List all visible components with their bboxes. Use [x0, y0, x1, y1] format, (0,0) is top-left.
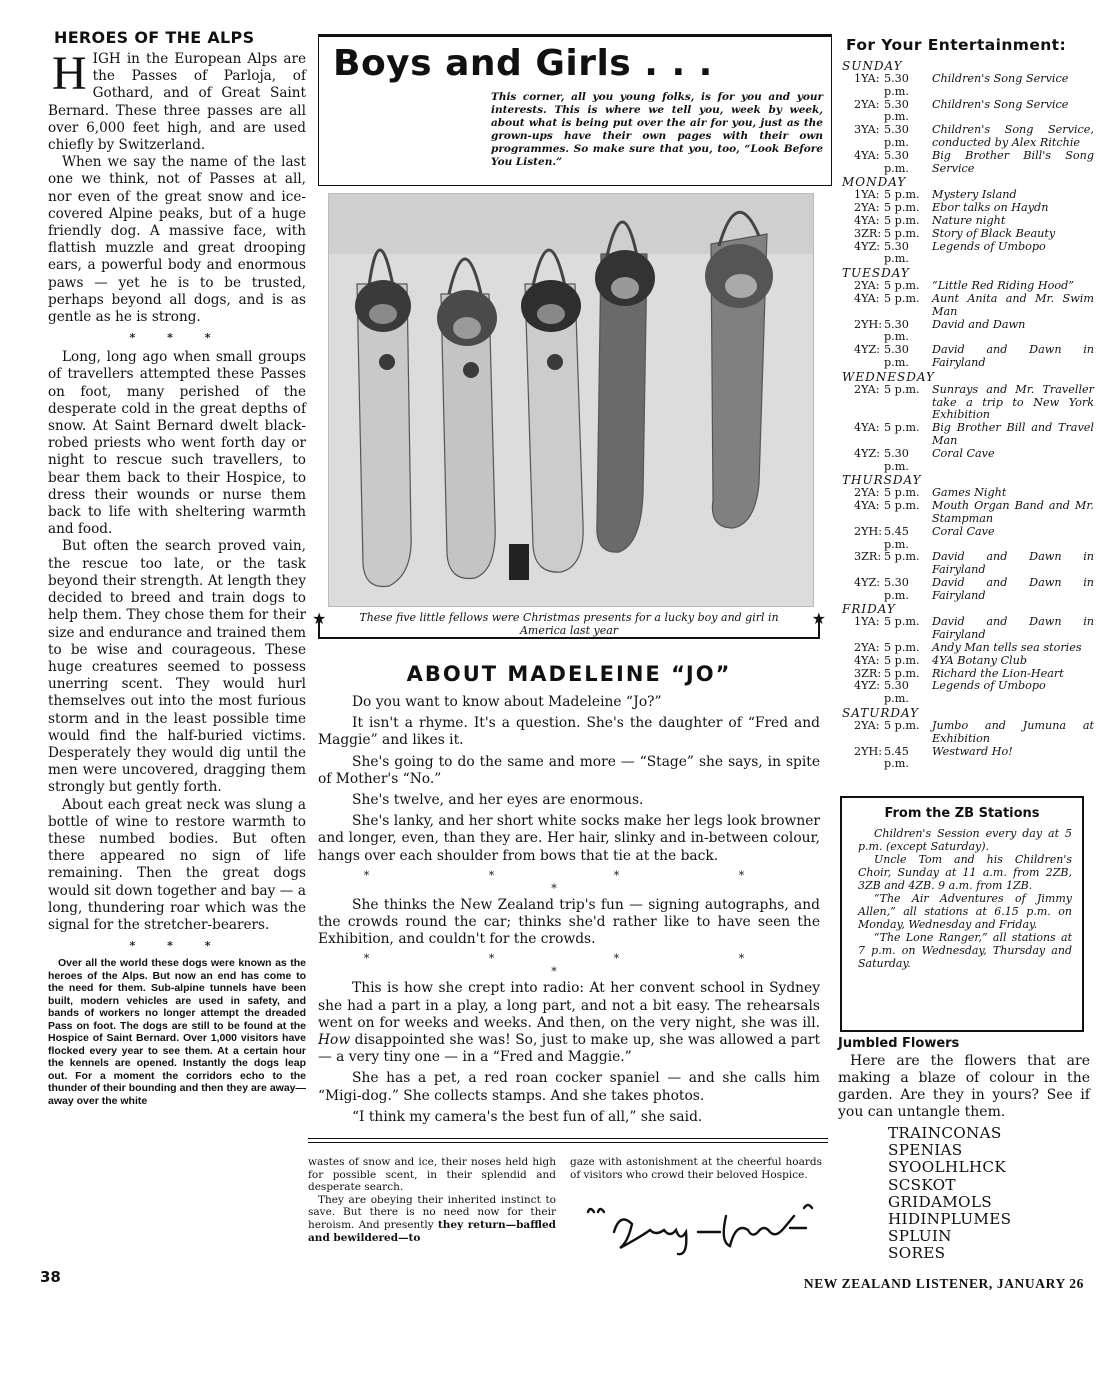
- station-code: 1YA:: [854, 72, 880, 85]
- programme-name: Andy Man tells sea stories: [932, 641, 1082, 655]
- programme-time: 5 p.m.: [884, 213, 920, 227]
- programme-row: [854, 746, 1094, 772]
- heroes-continued-col2: [570, 1156, 822, 1181]
- radio-text-how: How: [318, 1032, 351, 1049]
- station-code: 3ZR:: [854, 550, 882, 564]
- section-stars: * * *: [129, 331, 225, 345]
- programme-name: Coral Cave: [932, 446, 995, 460]
- star-icon: ★: [312, 609, 327, 628]
- section-stars-4: * * * * *: [363, 952, 803, 979]
- jumbled-word: GRIDAMOLS: [888, 1192, 992, 1211]
- programme-name: Story of Black Beauty: [932, 226, 1056, 240]
- jumbled-flowers: [838, 1034, 1090, 1263]
- section-stars-2: * * *: [129, 939, 225, 953]
- programme-time: 5 p.m.: [884, 499, 920, 513]
- programme-name: “Little Red Riding Hood”: [932, 279, 1075, 293]
- dropcap: H: [52, 47, 87, 100]
- signature-illustration: [580, 1202, 820, 1262]
- station-code: 2YA:: [854, 382, 880, 396]
- heroes-p2: When we say the name of the last one we think, not of Passes at all, nor even of the great snow and ice-covered Alpine peaks, but of a huge friendly dog. A massive face, with flattish muzzle and great drooping ears, a powerful body and enormous paws — yet he is to be trusted, perhaps beyond all dogs, and is as gentle as he is strong.: [48, 154, 306, 326]
- programme-time: 5.30 p.m.: [884, 317, 909, 344]
- programme-time: 5 p.m.: [884, 719, 920, 733]
- programme-name: Coral Cave: [932, 524, 995, 538]
- day-heading: THURSDAY: [842, 473, 922, 488]
- programme-time: 5 p.m.: [884, 641, 920, 655]
- programme-row: [854, 680, 1094, 706]
- madeleine-p-trip: She thinks the New Zealand trip's fun — signing autographs, and the crowds round the car; thinks she'd rather like to have seen the Exhibition, and couldn't for the crowds.: [318, 896, 820, 948]
- station-code: 2YH:: [854, 317, 883, 331]
- programme-name: Legends of Umbopo: [932, 239, 1046, 253]
- programme-row: [854, 642, 1094, 655]
- programme-name: David and Dawn in Fairyland: [932, 550, 1094, 577]
- station-code: 4YZ:: [854, 343, 881, 357]
- station-code: 2YA:: [854, 201, 880, 215]
- programme-name: David and Dawn in Fairyland: [932, 343, 1094, 369]
- entertainment-title: For Your Entertainment:: [846, 36, 1067, 54]
- star-icon: ★: [811, 609, 826, 628]
- jumbled-word: SPENIAS: [888, 1141, 963, 1160]
- puppies-in-stockings-photo: [328, 193, 814, 607]
- programme-time: 5 p.m.: [884, 486, 920, 500]
- programme-name: Legends of Umbopo: [932, 679, 1046, 693]
- madeleine-p1: Do you want to know about Madeleine “Jo?”: [352, 694, 662, 710]
- station-code: 1YA:: [854, 188, 880, 202]
- programme-row: [854, 448, 1094, 474]
- publication-line: NEW ZEALAND LISTENER, JANUARY 26: [803, 1276, 1084, 1291]
- station-code: 2YA:: [854, 486, 880, 500]
- heroes-p6: Over all the world these dogs were known as the heroes of the Alps. But now an end has come to the need for them. Sub-alpine tunnels have been built, modern vehicles are used in safety, and bands of workers no longer attempt the dreaded Pass on foot. The dogs are still to be found at the Hospice of Saint Bernard. Over 1,000 visitors have flocked every year to see them. At a certain hour the kennels are opened. Instantly the dogs leap out. For a moment the corridors echo to the thunder of their bounding and then they are away—away over the white: [48, 957, 306, 1107]
- station-code: 4YA:: [854, 499, 880, 513]
- jumbled-word: TRAINCONAS: [888, 1124, 1002, 1142]
- heroes-c2b-bold: they return—baffled and bewildered—to: [308, 1218, 556, 1244]
- station-code: 4YZ:: [854, 679, 881, 693]
- zb-p1: Children's Session every day at 5 p.m. (except Saturday).: [858, 827, 1072, 853]
- station-code: 4YA:: [854, 148, 880, 162]
- page-number: 38: [40, 1268, 61, 1286]
- programme-time: 5 p.m.: [884, 188, 920, 202]
- zb-p3: “The Air Adventures of Jimmy Allen,” all stations at 6.15 p.m. on Monday, Wednesday and Friday.: [858, 892, 1072, 931]
- photo-caption: These five little fellows were Christmas presents for a lucky boy and girl in America last year: [359, 611, 779, 637]
- day-heading: SUNDAY: [842, 59, 903, 73]
- jumbled-word: SPLUIN: [888, 1227, 952, 1246]
- jumbled-word-list: [888, 1125, 1090, 1263]
- programme-time: 5 p.m.: [884, 421, 920, 435]
- station-code: 3YA:: [854, 123, 880, 137]
- programme-time: 5.30 p.m.: [884, 575, 909, 602]
- madeleine-p-pet: She has a pet, a red roan cocker spaniel — and she calls him “Migi-dog.” She collects stamps. And she takes photos.: [318, 1070, 820, 1104]
- station-code: 2YA:: [854, 97, 880, 111]
- bottom-divider: [308, 1138, 828, 1143]
- day-heading: WEDNESDAY: [842, 369, 935, 384]
- programme-row: [854, 422, 1094, 448]
- heroes-p4: But often the search proved vain, the rescue too late, or the task beyond their strength. At length they decided to breed and train dogs to help them. They chose them for their size and endurance and trained them to be wise and courageous. These huge creatures seemed to possess unerring scent. They would hurl themselves out into the most furious storm and in the least possible time would find the half-buried victims. Desperately they would dig until the men were uncovered, dragging them strongly but gently forth.: [48, 538, 306, 796]
- programme-row: [854, 215, 1094, 228]
- madeleine-p-quote: “I think my camera's the best fun of all,” she said.: [352, 1108, 703, 1125]
- station-code: 4YA:: [854, 291, 880, 305]
- madeleine-p3: She's going to do the same and more — “Stage” she says, in spite of Mother's “No.”: [318, 753, 820, 787]
- programme-row: [854, 616, 1094, 642]
- jumbled-word: SYOOLHLHCK: [888, 1158, 1006, 1177]
- programme-time: 5.30 p.m.: [884, 97, 909, 124]
- programme-time: 5 p.m.: [884, 666, 920, 680]
- programme-name: David and Dawn in Fairyland: [932, 615, 1094, 642]
- programme-name: Games Night: [932, 486, 1007, 500]
- jumbled-word: HIDINPLUMES: [888, 1210, 1012, 1229]
- station-code: 4YZ:: [854, 239, 881, 253]
- entertainment-listings: [840, 36, 1094, 771]
- day-heading: SATURDAY: [842, 706, 920, 721]
- boys-girls-section: [312, 34, 832, 186]
- programme-row: [854, 344, 1094, 370]
- jumbled-title: Jumbled Flowers: [838, 1036, 960, 1051]
- programme-row: [854, 655, 1094, 668]
- programme-name: Big Brother Bill and Travel Man: [932, 421, 1094, 447]
- station-code: 2YA:: [854, 641, 880, 655]
- programme-row: [854, 319, 1094, 345]
- programme-time: 5 p.m.: [884, 201, 920, 215]
- programme-time: 5 p.m.: [884, 382, 920, 396]
- programme-time: 5.45 p.m.: [884, 524, 909, 551]
- jumbled-text: Here are the flowers that are making a blaze of colour in the garden. Are they in yours? See if you can untangle them.: [838, 1053, 1090, 1120]
- heroes-title: HEROES OF THE ALPS: [54, 28, 255, 47]
- programme-name: Aunt Anita and Mr. Swim Man: [932, 291, 1094, 318]
- madeleine-article: [318, 662, 820, 1130]
- programme-time: 5.30 p.m.: [884, 72, 909, 98]
- programme-time: 5 p.m.: [884, 550, 920, 564]
- heroes-p3: Long, long ago when small groups of travellers attempted these Passes on foot, many perished of the desperate cold in the great depths of snow. At Saint Bernard dwelt black-robed priests who went forth day or night to rescue such travellers, to bear them back to their Hospice, to dress their wounds or nurse them back to life with sheltering warmth and food.: [48, 349, 306, 538]
- programme-name: 4YA Botany Club: [932, 653, 1027, 667]
- programme-row: [854, 73, 1094, 99]
- puppies-illustration: [329, 194, 813, 606]
- programme-time: 5.45 p.m.: [884, 744, 909, 771]
- zb-stations-box: [840, 796, 1084, 1032]
- programme-time: 5.30 p.m.: [884, 148, 909, 175]
- programme-time: 5 p.m.: [884, 653, 920, 667]
- programme-row: [854, 577, 1094, 603]
- programme-name: Mystery Island: [932, 188, 1017, 202]
- jumbled-word: SCSKOT: [888, 1175, 956, 1194]
- boys-girls-header: [318, 34, 832, 186]
- heroes-p5: About each great neck was slung a bottle of wine to restore warmth to these numbed bodies. But often there appeared no sign of life remaining. Then the great dogs would sit down together and bay — a long, thundering roar which was the signal for the stretcher-bearers.: [48, 796, 306, 933]
- programme-name: Mouth Organ Band and Mr. Stampman: [932, 499, 1094, 525]
- programme-name: Richard the Lion-Heart: [932, 666, 1064, 680]
- programme-row: [854, 551, 1094, 577]
- heroes-c2b-text: They are obeying their inherited instinct to save. But there is no need now for their heroism. And presently: [308, 1193, 556, 1231]
- station-code: 4YA:: [854, 653, 880, 667]
- programme-time: 5.30 p.m.: [884, 343, 909, 369]
- day-heading: MONDAY: [842, 175, 907, 190]
- day-listing: [840, 59, 1094, 771]
- programme-time: 5 p.m.: [884, 291, 920, 305]
- station-code: 1YA:: [854, 615, 880, 629]
- radio-text-b: disappointed she was! So, just to make up, she was allowed a part — a very tiny one — in a “Fred and Maggie.”: [318, 1032, 820, 1066]
- boys-girls-title: Boys and Girls . . .: [333, 43, 713, 84]
- boys-girls-intro: This corner, all you young folks, is for you and your interests. This is where we tell you, week by week, about what is being put over the air for you, just as the grown-ups have their own pages with their own programmes. So make sure that you, too, “Look Before You Listen.”: [491, 91, 823, 168]
- station-code: 2YA:: [854, 719, 880, 733]
- heroes-p1: [48, 47, 306, 154]
- station-code: 2YH:: [854, 744, 883, 758]
- programme-time: 5.30 p.m.: [884, 239, 909, 266]
- programme-row: [854, 720, 1094, 746]
- heroes-continued-col1: [308, 1156, 556, 1244]
- programme-row: [854, 526, 1094, 552]
- jumbled-word: SORES: [888, 1244, 946, 1263]
- programme-time: 5.30 p.m.: [884, 123, 909, 149]
- station-code: 3ZR:: [854, 666, 882, 680]
- programme-name: Big Brother Bill's Song Service: [932, 148, 1094, 175]
- heroes-c2b: [308, 1194, 556, 1244]
- madeleine-title: ABOUT MADELEINE “JO”: [406, 662, 732, 686]
- day-heading: FRIDAY: [842, 602, 896, 617]
- zb-p4: “The Lone Ranger,” all stations at 7 p.m. on Wednesday, Thursday and Saturday.: [858, 931, 1072, 970]
- programme-time: 5 p.m.: [884, 279, 920, 293]
- radio-text-a: This is how she crept into radio: At her convent school in Sydney she had a part in a play, a long part, and not a bit easy. The rehearsals went on for weeks and weeks. And then, on the very night, she was ill.: [318, 980, 820, 1031]
- station-code: 3ZR:: [854, 226, 882, 240]
- zb-title: From the ZB Stations: [884, 806, 1040, 821]
- station-code: 2YH:: [854, 524, 883, 538]
- programme-name: David and Dawn: [932, 317, 1026, 331]
- programme-name: Children's Song Service, conducted by Alex Ritchie: [932, 123, 1094, 149]
- heroes-c3a: gaze with astonishment at the cheerful hoards of visitors who crowd their beloved Hospice.: [570, 1156, 822, 1181]
- section-stars-3: * * * * *: [363, 868, 803, 895]
- photo-caption-box: [312, 605, 826, 641]
- programme-time: 5 p.m.: [884, 615, 920, 629]
- station-code: 4YZ:: [854, 575, 881, 589]
- programme-time: 5 p.m.: [884, 226, 920, 240]
- programme-name: Children's Song Service: [932, 72, 1069, 85]
- station-code: 4YA:: [854, 213, 880, 227]
- programme-row: [854, 241, 1094, 267]
- programme-row: [854, 228, 1094, 241]
- heroes-p1-text: IGH in the European Alps are the Passes of Parloja, of Gothard, and of Great Saint Bernard. These three passes are all over 6,000 feet high, and are used chiefly by Switzerland.: [48, 51, 306, 154]
- programme-name: Sunrays and Mr. Traveller take a trip to New York Exhibition: [932, 382, 1094, 422]
- day-heading: TUESDAY: [842, 266, 910, 281]
- programme-name: Jumbo and Jumuna at Exhibition: [932, 719, 1094, 745]
- programme-row: [854, 124, 1094, 150]
- zb-p2: Uncle Tom and his Children's Choir, Sunday at 11 a.m. from 2ZB, 3ZB and 4ZB. 9 a.m. from 1ZB.: [858, 853, 1072, 892]
- caption-rule-bottom: [318, 637, 820, 639]
- programme-row: [854, 150, 1094, 176]
- programme-row: [854, 384, 1094, 422]
- station-code: 2YA:: [854, 279, 880, 293]
- madeleine-p4: She's twelve, and her eyes are enormous.: [352, 792, 644, 809]
- programme-time: 5.30 p.m.: [884, 446, 909, 473]
- programme-name: Westward Ho!: [932, 744, 1013, 758]
- madeleine-p-radio: [318, 980, 820, 1066]
- programme-name: Nature night: [932, 213, 1006, 227]
- programme-row: [854, 99, 1094, 125]
- madeleine-p2: It isn't a rhyme. It's a question. She's the daughter of “Fred and Maggie” and likes it.: [318, 715, 820, 749]
- programme-time: 5.30 p.m.: [884, 679, 909, 706]
- madeleine-p5: She's lanky, and her short white socks make her legs look browner and longer, even, than they are. Her hair, slinky and in-between colour, hangs over each shoulder from bows that tie at the back.: [318, 813, 820, 864]
- programme-row: [854, 500, 1094, 526]
- programme-name: Ebor talks on Haydn: [932, 201, 1049, 215]
- station-code: 4YZ:: [854, 446, 881, 460]
- heroes-c2a: wastes of snow and ice, their noses held high for possible scent, in their splendid and desperate search.: [308, 1156, 556, 1194]
- programme-row: [854, 293, 1094, 319]
- heroes-article: [48, 22, 306, 1107]
- programme-name: David and Dawn in Fairyland: [932, 575, 1094, 602]
- station-code: 4YA:: [854, 421, 880, 435]
- programme-name: Children's Song Service: [932, 97, 1069, 111]
